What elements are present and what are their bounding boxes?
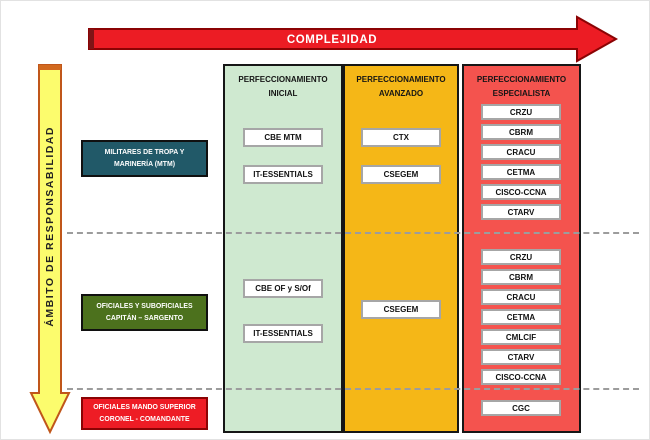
row-label-mtm: MILITARES DE TROPA Y MARINERÍA (MTM) xyxy=(81,140,208,177)
courses-oficiales-inicial xyxy=(243,279,323,343)
course-cisco-ccna: CISCO-CCNA xyxy=(481,369,561,385)
course-cbrm: CBRM xyxy=(481,124,561,140)
complexity-arrow-label: COMPLEJIDAD xyxy=(286,34,378,46)
course-cetma: CETMA xyxy=(481,309,561,325)
course-ctarv: CTARV xyxy=(481,349,561,365)
courses-mando-superior-especialista xyxy=(481,400,561,416)
course-crzu: CRZU xyxy=(481,249,561,265)
row-separator-2 xyxy=(67,388,639,390)
course-csegem: CSEGEM xyxy=(361,165,441,184)
course-ctarv: CTARV xyxy=(481,204,561,220)
row-separator-1 xyxy=(67,232,639,234)
course-ctx: CTX xyxy=(361,128,441,147)
course-cgc: CGC xyxy=(481,400,561,416)
column-header-avanzado: PERFECCIONAMIENTO AVANZADO xyxy=(356,75,446,99)
column-perfeccionamiento-avanzado xyxy=(343,64,459,433)
course-cetma: CETMA xyxy=(481,164,561,180)
courses-mtm-especialista xyxy=(481,104,561,220)
course-cracu: CRACU xyxy=(481,289,561,305)
course-cracu: CRACU xyxy=(481,144,561,160)
course-cbrm: CBRM xyxy=(481,269,561,285)
row-label-mando-superior: OFICIALES MANDO SUPERIOR CORONEL - COMANDANTE xyxy=(81,397,208,430)
column-header-especialista: PERFECCIONAMIENTO ESPECIALISTA xyxy=(476,75,567,99)
course-cbe-of-sof: CBE OF y S/Of xyxy=(243,279,323,298)
responsibility-arrow-label: ÁMBITO DE RESPONSABILIDAD xyxy=(44,125,56,327)
course-cbe-mtm: CBE MTM xyxy=(243,128,323,147)
column-header-inicial: PERFECCIONAMIENTO INICIAL xyxy=(238,75,328,99)
course-crzu: CRZU xyxy=(481,104,561,120)
course-cisco-ccna: CISCO-CCNA xyxy=(481,184,561,200)
row-label-oficiales-suboficiales: OFICIALES Y SUBOFICIALES CAPITÁN – SARGENTO xyxy=(81,294,208,331)
courses-oficiales-especialista xyxy=(481,249,561,385)
courses-oficiales-avanzado xyxy=(361,300,441,319)
courses-mtm-inicial xyxy=(243,128,323,184)
course-it-essentials: IT-ESSENTIALS xyxy=(243,324,323,343)
column-perfeccionamiento-inicial xyxy=(223,64,343,433)
course-cmlcif: CMLCIF xyxy=(481,329,561,345)
courses-mtm-avanzado xyxy=(361,128,441,184)
course-csegem: CSEGEM xyxy=(361,300,441,319)
course-it-essentials: IT-ESSENTIALS xyxy=(243,165,323,184)
